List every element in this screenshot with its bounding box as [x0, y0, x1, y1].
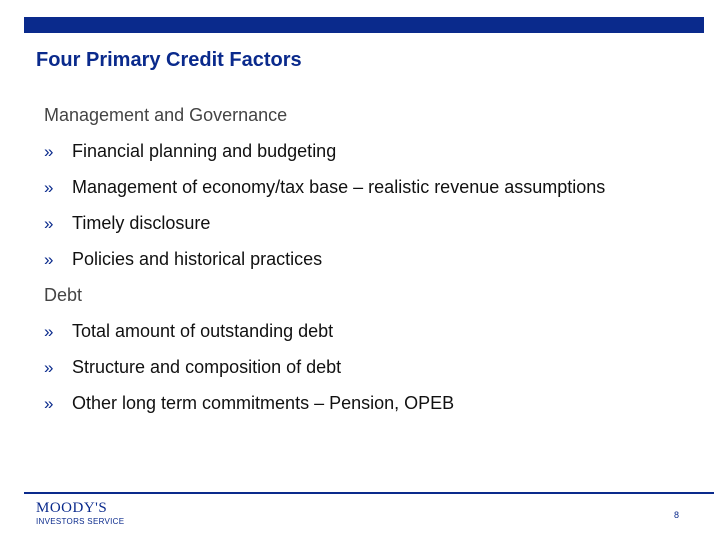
section-heading-management: Management and Governance	[44, 105, 288, 125]
page-number: 8	[674, 510, 680, 520]
bullet-chevron-icon: »	[44, 178, 54, 197]
bullet-chevron-icon: »	[44, 142, 54, 161]
bullet-chevron-icon: »	[44, 322, 54, 341]
bullet-chevron-icon: »	[44, 214, 54, 233]
section-heading-debt: Debt	[44, 285, 83, 305]
bullet-text: Management of economy/tax base – realistic revenue assumptions	[72, 177, 606, 197]
top-accent-bar	[24, 17, 704, 33]
bullet-chevron-icon: »	[44, 394, 54, 413]
bullet-item	[44, 141, 336, 162]
bullet-item	[44, 249, 322, 270]
footer-divider	[24, 492, 714, 494]
bullet-item	[44, 357, 341, 378]
bullet-item	[44, 213, 210, 234]
bullet-item	[44, 393, 454, 414]
logo-tagline: INVESTORS SERVICE	[36, 517, 125, 526]
bullet-text: Policies and historical practices	[72, 249, 323, 269]
slide-title: Four Primary Credit Factors	[36, 49, 302, 71]
bullet-item	[44, 177, 605, 198]
bullet-item	[44, 321, 333, 342]
bullet-chevron-icon: »	[44, 250, 54, 269]
bullet-text: Financial planning and budgeting	[72, 141, 337, 161]
bullet-text: Total amount of outstanding debt	[72, 321, 334, 341]
bullet-text: Timely disclosure	[72, 213, 211, 233]
bullet-chevron-icon: »	[44, 358, 54, 377]
bullet-text: Structure and composition of debt	[72, 357, 342, 377]
logo-wordmark: MOODY'S	[36, 500, 108, 516]
moodys-logo	[36, 500, 136, 532]
bullet-text: Other long term commitments – Pension, OPEB	[72, 393, 455, 413]
